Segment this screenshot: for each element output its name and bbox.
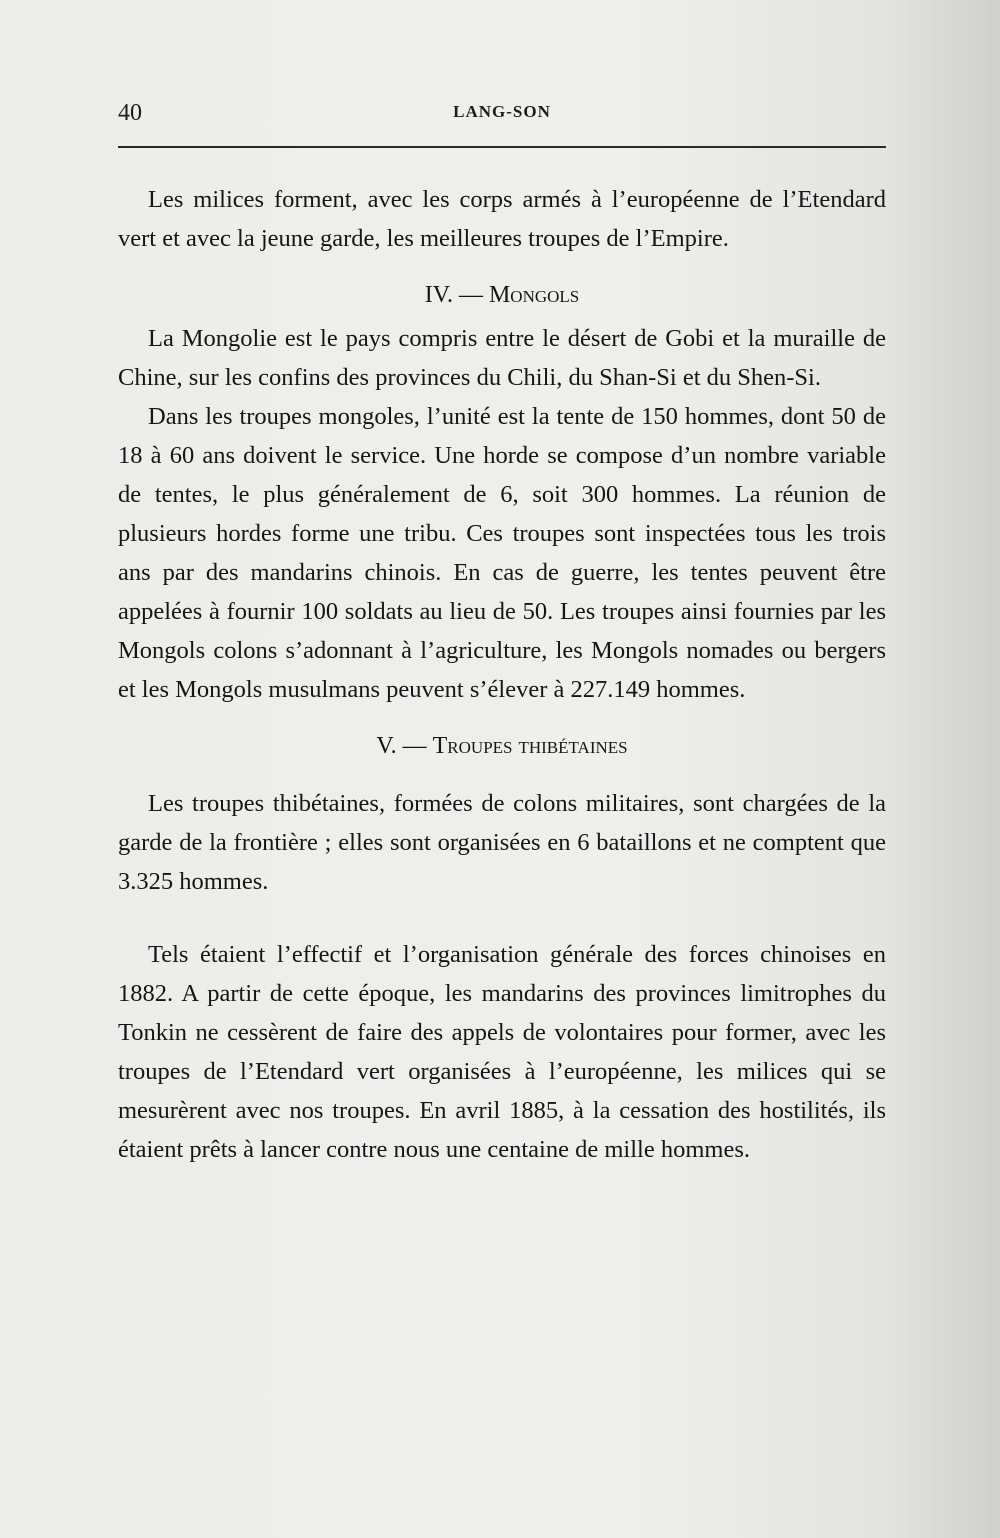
section-numeral: V. — <box>376 733 427 759</box>
section-heading-thibetaines <box>118 727 886 766</box>
section-title: Mongols <box>488 282 580 308</box>
spacer <box>118 709 886 723</box>
page-body <box>118 180 886 1169</box>
running-title: LANG-SON <box>453 102 551 121</box>
paragraph-troupes-mongoles: Dans les troupes mongoles, l’unité est la tente de 150 hommes, dont 50 de 18 à 60 ans doivent le service. Une horde se compose d’un nombre variable de tentes, le plus généralement de 6, soit 300 hommes. La réunion de plusieurs hordes forme une tribu. Ces troupes sont inspectées tous les trois ans par des mandarins chinois. En cas de guerre, les tentes peuvent être appelées à fournir 100 soldats au lieu de 50. Les troupes ainsi fournies par les Mongols colons s’adonnant à l’agriculture, les Mongols nomades ou bergers et les Mongols musulmans peuvent s’élever à 227.149 hommes. <box>118 403 886 703</box>
paragraph-effectif: Tels étaient l’effectif et l’organisation générale des forces chinoises en 1882. A partir de cette époque, les mandarins des provinces limitrophes du Tonkin ne cessèrent de faire des appels de volontaires pour former, avec les troupes de l’Etendard vert organisées à l’européenne, les milices qui se mesurèrent avec nos troupes. En avril 1885, à la cessation des hostilités, ils étaient prêts à lancer contre nous une centaine de mille hommes. <box>118 941 886 1163</box>
spacer <box>118 901 886 921</box>
spacer <box>118 770 886 784</box>
spacer <box>118 258 886 272</box>
paragraph-troupes-thibetaines: Les troupes thibétaines, formées de colons militaires, sont chargées de la garde de la frontière ; elles sont organisées en 6 bataillons et ne comptent que 3.325 hommes. <box>118 790 886 895</box>
section-numeral: IV. — <box>424 282 483 308</box>
header-rule <box>118 146 886 148</box>
spacer <box>118 921 886 935</box>
paragraph-mongolie: La Mongolie est le pays compris entre le désert de Gobi et la muraille de Chine, sur les confins des provinces du Chili, du Shan-Si et du Shen-Si. <box>118 325 886 391</box>
page-number: 40 <box>118 100 142 126</box>
paragraph-milices: Les milices forment, avec les corps armés à l’européenne de l’Etendard vert et avec la jeune garde, les meilleures troupes de l’Empire. <box>118 186 886 252</box>
section-heading-mongols <box>118 276 886 315</box>
page-header <box>118 96 886 136</box>
section-title: Troupes thibétaines <box>432 733 628 759</box>
